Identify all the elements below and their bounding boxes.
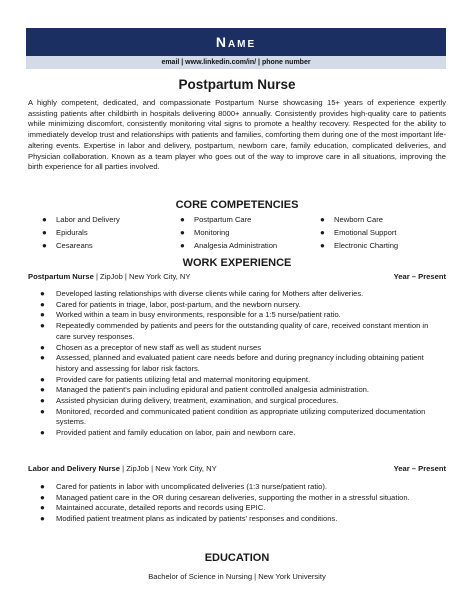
competency-item: ● Cesareans bbox=[42, 241, 93, 250]
bullet-icon: ● bbox=[180, 228, 185, 237]
competency-item: ● Analgesia Administration bbox=[180, 241, 278, 250]
bullet-icon: ● bbox=[320, 241, 325, 250]
bullet-icon: ● bbox=[40, 374, 45, 384]
duty-item: ● Developed lasting relationships with diverse clients while caring for Mothers after deliveries. bbox=[40, 289, 364, 298]
competency-item: ● Labor and Delivery bbox=[42, 215, 120, 224]
education-heading: EDUCATION bbox=[204, 552, 270, 564]
bullet-icon: ● bbox=[320, 215, 325, 224]
job-role: Postpartum Nurse bbox=[28, 272, 94, 281]
job-employer-location: | ZipJob | New York City, NY bbox=[120, 464, 217, 473]
duty-item: ● Modified patient treatment plans as indicated by patients' responses and conditions. bbox=[40, 514, 338, 524]
job-dates: Year – Present bbox=[393, 272, 446, 281]
job-employer-location: | ZipJob | New York City, NY bbox=[93, 272, 191, 281]
experience-heading: WORK EXPERIENCE bbox=[182, 257, 292, 269]
duty-item: ● Repeatedly commended by patients and peers for the outstanding quality of care, received constant mention in care survey responses. bbox=[40, 321, 429, 341]
competency-item: ● Electronic Charting bbox=[320, 241, 399, 250]
duty-item: ● Assessed, planned and evaluated patient care needs before and during pregnancy including obtaining patient history and assessing for labor risk factors. bbox=[40, 353, 424, 373]
competencies-heading: CORE COMPETENCIES bbox=[175, 199, 299, 211]
competency-item: ● Emotional Support bbox=[320, 228, 397, 237]
contact-banner bbox=[26, 56, 446, 69]
duty-item: ● Managed patient care in the OR during cesarean deliveries, supporting the mother in a stressful situation. bbox=[40, 492, 410, 502]
professional-summary: A highly competent, dedicated, and compassionate Postpartum Nurse showcasing 15+ years of experience expertly assisting patients after childbirth in hospitals delivering 8000+ annually. Consistently provides high-quality care to patients while minimizing discomfort, consistently monitoring vital signs to promote a healthy recovery. Respected for the ability to immediately develop trust and relationships with patients and families, comforting them during one of the most important life-altering events. Expertise in labor and delivery, postpartum, newborn care, family education, complicated deliveries, and Physician collaboration. Known as a team player who goes out of the way to improve care in all situations, improving the birth experience for all parties involved. bbox=[28, 98, 446, 172]
job-duties bbox=[28, 289, 430, 439]
bullet-icon: ● bbox=[40, 289, 45, 298]
duty-item: ● Cared for patients in triage, labor, post-partum, and the newborn nursery. bbox=[40, 299, 301, 309]
duty-item: ● Provided care for patients utilizing fetal and maternal monitoring equipment. bbox=[40, 374, 311, 384]
duty-item: ● Monitored, recorded and communicated patient condition as appropriate utilizing computerized documentation systems. bbox=[40, 406, 426, 427]
job-duties bbox=[28, 482, 430, 525]
bullet-icon: ● bbox=[40, 342, 45, 352]
bullet-icon: ● bbox=[180, 215, 185, 224]
bullet-icon: ● bbox=[180, 241, 185, 250]
bullet-icon: ● bbox=[320, 228, 325, 237]
competency-item: ● Epidurals bbox=[42, 228, 88, 237]
bullet-icon: ● bbox=[40, 310, 45, 320]
candidate-name: Name bbox=[215, 34, 257, 50]
competency-item: ● Monitoring bbox=[180, 228, 230, 237]
duty-item: ● Chosen as a preceptor of new staff as well as student nurses bbox=[40, 342, 262, 352]
competencies-column-1 bbox=[42, 213, 120, 252]
bullet-icon: ● bbox=[42, 215, 47, 224]
bullet-icon: ● bbox=[40, 428, 45, 438]
contact-line: email | www.linkedin.com/in/ | phone number bbox=[161, 59, 311, 66]
duty-item: ● Worked within a team in busy environments, responsible for a 1:5 nurse/patient ratio. bbox=[40, 310, 341, 320]
job-title-line bbox=[28, 272, 190, 281]
education-entry: Bachelor of Science in Nursing | New York University bbox=[148, 572, 326, 581]
job-dates: Year – Present bbox=[393, 464, 446, 473]
bullet-icon: ● bbox=[42, 228, 47, 237]
bullet-icon: ● bbox=[40, 321, 45, 331]
bullet-icon: ● bbox=[40, 503, 45, 513]
bullet-icon: ● bbox=[40, 406, 45, 416]
job-header bbox=[28, 272, 446, 281]
competencies-column-3 bbox=[320, 213, 398, 252]
name-banner bbox=[26, 28, 446, 56]
bullet-icon: ● bbox=[40, 482, 45, 491]
bullet-icon: ● bbox=[40, 396, 45, 406]
bullet-icon: ● bbox=[40, 514, 45, 524]
job-header bbox=[28, 464, 446, 473]
bullet-icon: ● bbox=[40, 299, 45, 309]
job-role: Labor and Delivery Nurse bbox=[28, 464, 121, 473]
bullet-icon: ● bbox=[40, 353, 45, 363]
bullet-icon: ● bbox=[40, 385, 45, 395]
resume-title: Postpartum Nurse bbox=[178, 77, 296, 92]
competency-item: ● Newborn Care bbox=[320, 215, 383, 224]
duty-item: ● Cared for patients in labor with uncomplicated deliveries (1:3 nurse/patient ratio). bbox=[40, 482, 327, 491]
bullet-icon: ● bbox=[42, 241, 47, 250]
duty-item: ● Maintained accurate, detailed reports and records using EPIC. bbox=[40, 503, 266, 513]
competencies-column-2 bbox=[180, 213, 277, 252]
job-title-line bbox=[28, 464, 217, 473]
duty-item: ● Assisted physician during delivery, treatment, examination, and surgical procedures. bbox=[40, 396, 339, 406]
bullet-icon: ● bbox=[40, 492, 45, 502]
duty-item: ● Provided patient and family education on labor, pain and newborn care. bbox=[40, 428, 296, 438]
duty-item: ● Managed the patient's pain including epidural and patient controlled analgesia administration. bbox=[40, 385, 370, 395]
competency-item: ● Postpartum Care bbox=[180, 215, 252, 224]
